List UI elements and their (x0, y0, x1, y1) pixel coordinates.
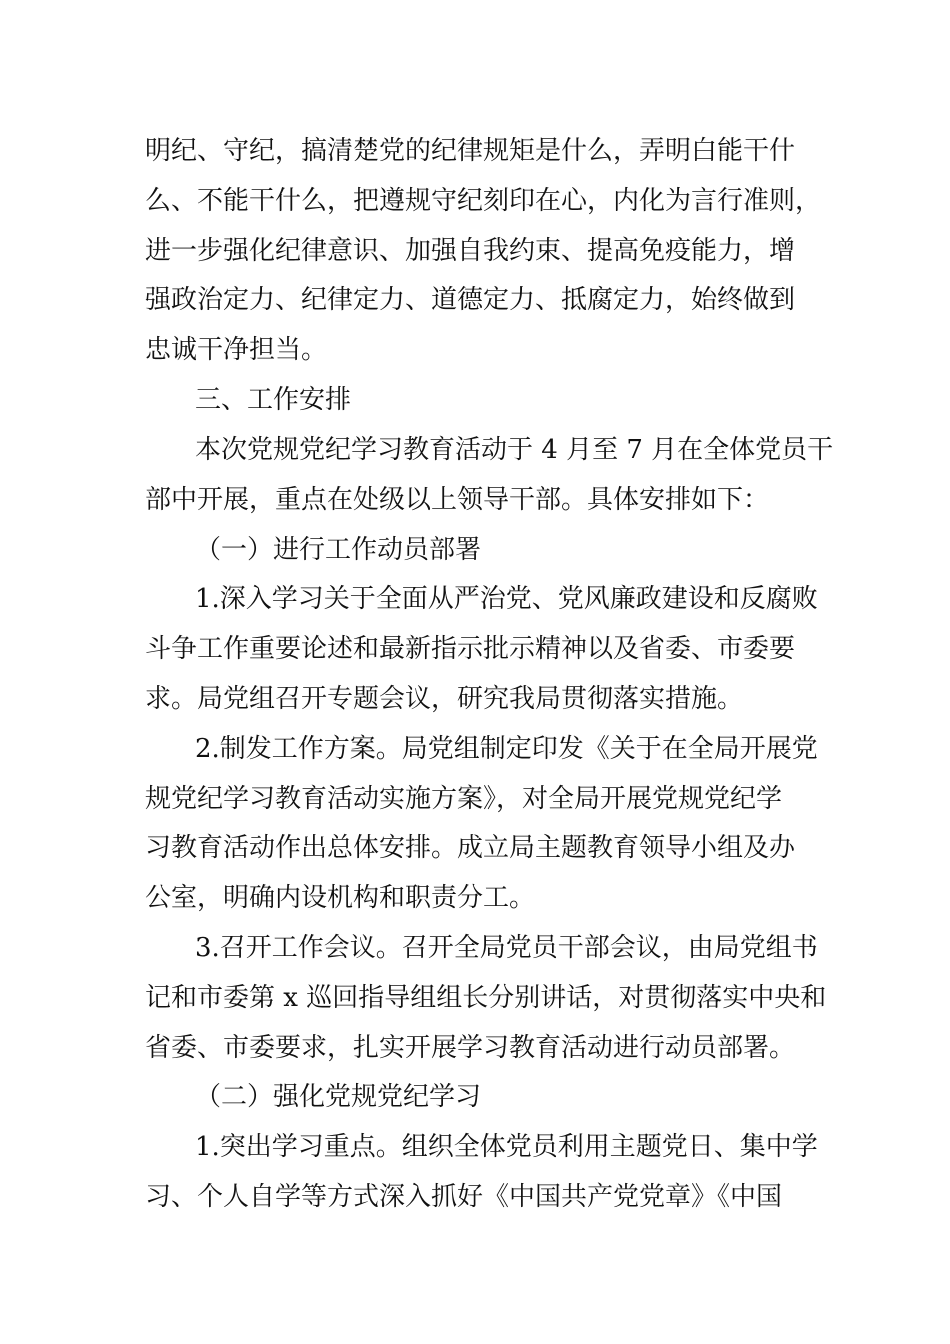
text-line: 规党纪学习教育活动实施方案》，对全局开展党规党纪学 (145, 784, 783, 814)
text-line: 进一步强化纪律意识、加强自我约束、提高免疫能力，增 (145, 236, 796, 266)
text-line: 1.突出学习重点。组织全体党员利用主题党日、集中学 (195, 1132, 818, 1162)
text-line: 忠诚干净担当。 (145, 335, 328, 365)
text-line: 明纪、守纪，搞清楚党的纪律规矩是什么，弄明白能干什 (145, 136, 796, 166)
text-line: 本次党规党纪学习教育活动于 4 月至 7 月在全体党员干 (195, 435, 834, 465)
text-line: 省委、市委要求，扎实开展学习教育活动进行动员部署。 (145, 1033, 796, 1063)
text-line: 1.深入学习关于全面从严治党、党风廉政建设和反腐败 (195, 584, 818, 614)
subsection-heading: （一）进行工作动员部署 (195, 535, 482, 565)
text-line: 2.制发工作方案。局党组制定印发《关于在全局开展党 (195, 734, 818, 764)
text-line: 部中开展，重点在处级以上领导干部。具体安排如下： (145, 485, 770, 515)
text-line: 求。局党组召开专题会议，研究我局贯彻落实措施。 (145, 684, 744, 714)
text-line: 强政治定力、纪律定力、道德定力、抵腐定力，始终做到 (145, 285, 796, 315)
text-line: 习、个人自学等方式深入抓好《中国共产党党章》《中国 (145, 1182, 783, 1212)
text-line: 记和市委第 x 巡回指导组组长分别讲话，对贯彻落实中央和 (145, 983, 827, 1013)
text-line: 3.召开工作会议。召开全局党员干部会议，由局党组书 (195, 933, 818, 963)
text-line: 斗争工作重要论述和最新指示批示精神以及省委、市委要 (145, 634, 796, 664)
text-line: 公室，明确内设机构和职责分工。 (145, 883, 536, 913)
text-line: 习教育活动作出总体安排。成立局主题教育领导小组及办 (145, 833, 796, 863)
text-line: 么、不能干什么，把遵规守纪刻印在心，内化为言行准则， (145, 186, 822, 216)
subsection-heading: （二）强化党规党纪学习 (195, 1082, 482, 1112)
section-heading: 三、工作安排 (195, 385, 352, 415)
